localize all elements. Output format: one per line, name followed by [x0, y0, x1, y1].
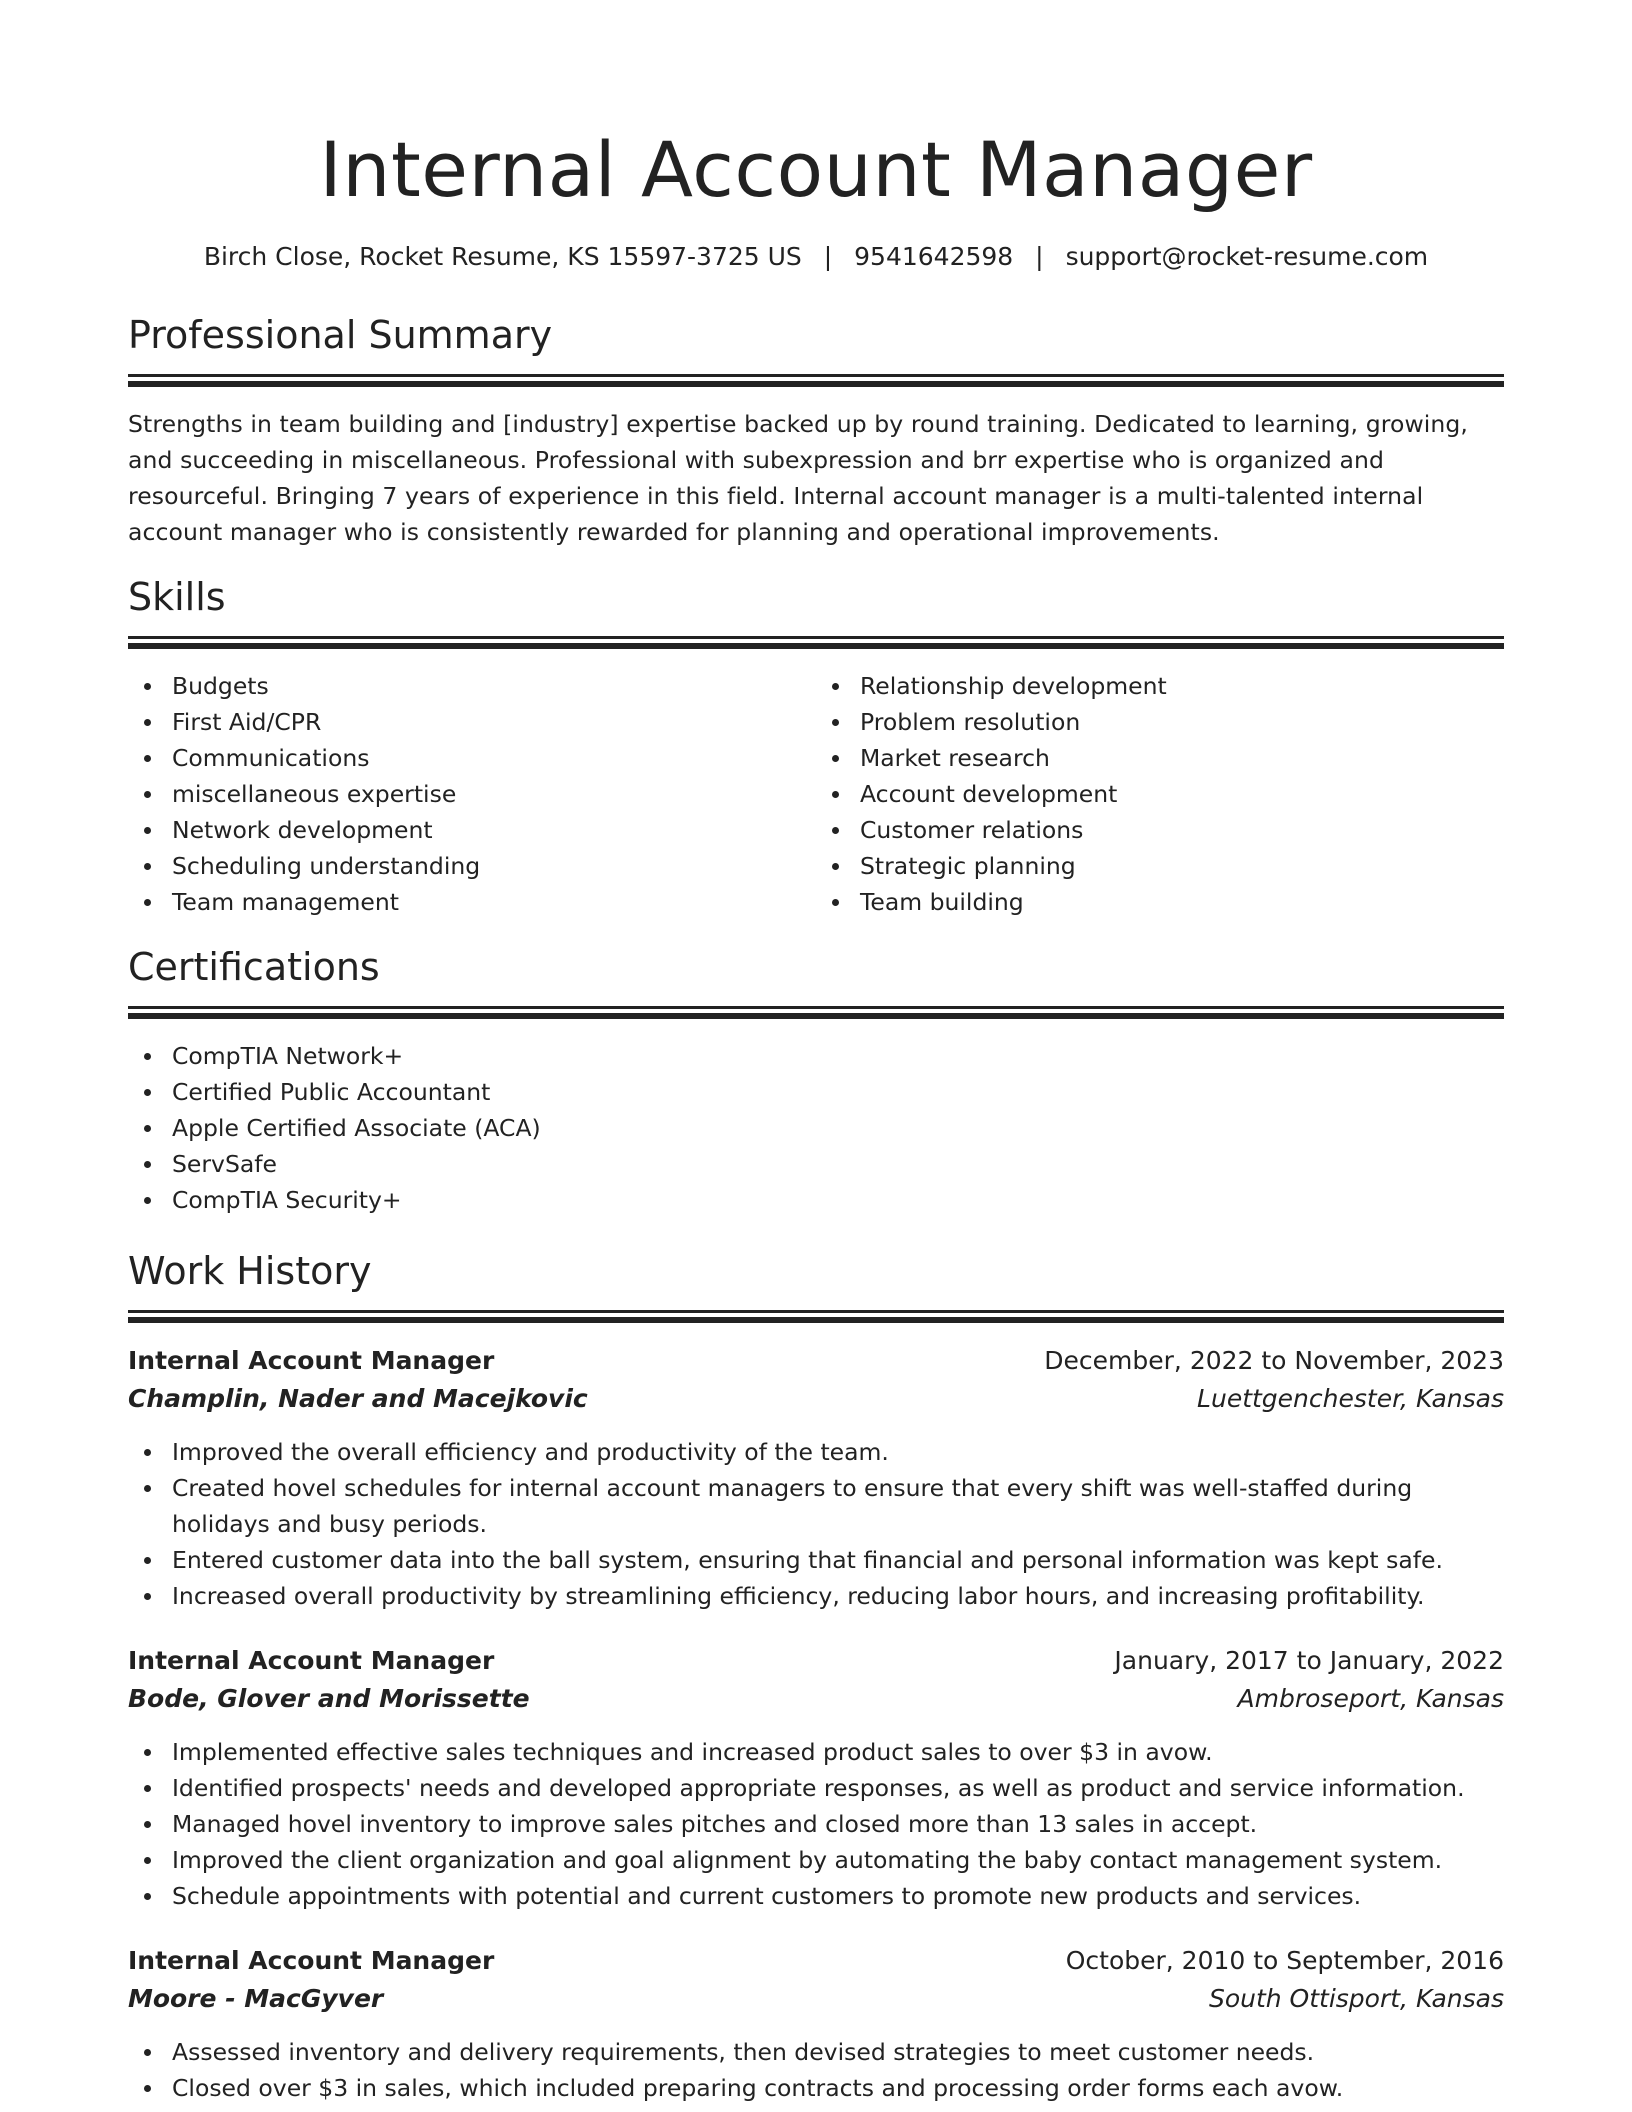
skills-heading: Skills: [128, 575, 226, 619]
job-bullet: Schedule appointments with potential and current customers to promote new products and services.: [172, 1878, 1504, 1914]
skill-item: Relationship development: [860, 668, 1504, 704]
resume-name: Internal Account Manager: [319, 125, 1313, 214]
job-entry: [128, 1942, 1504, 2106]
job-bullets: [128, 1734, 1504, 1914]
skill-item: Account development: [860, 776, 1504, 812]
certification-item: ServSafe: [172, 1146, 1504, 1182]
job-bullet: Implemented effective sales techniques and increased product sales to over $3 in avow.: [172, 1734, 1504, 1770]
job-header-row: [128, 1342, 1504, 1380]
skill-item: Customer relations: [860, 812, 1504, 848]
job-location: Ambroseport, Kansas: [1237, 1684, 1504, 1713]
certification-item: CompTIA Security+: [172, 1182, 1504, 1218]
job-bullets: [128, 1434, 1504, 1614]
skill-item: Network development: [172, 812, 816, 848]
contact-separator: |: [1035, 242, 1044, 271]
contact-address: Birch Close, Rocket Resume, KS 15597-3725 US: [203, 242, 802, 271]
skills-list-left: [128, 668, 816, 920]
job-dates: December, 2022 to November, 2023: [1044, 1346, 1504, 1375]
work-history-heading: Work History: [128, 1249, 372, 1293]
job-header-row: [128, 1942, 1504, 1980]
summary-text: Strengths in team building and [industry] expertise backed up by round training. Dedicated to learning, growing, and succeeding in miscellaneous. Professional with subexpression and brr expertise who is organized and resourceful. Bringing 7 years of experience in this field. Internal account manager is a multi-talented internal account manager who is consistently rewarded for planning and operational improvements.: [128, 410, 1468, 546]
summary-section: [128, 310, 1504, 550]
job-subheader-row: [128, 1680, 1504, 1718]
skill-item: Scheduling understanding: [172, 848, 816, 884]
job-bullet: Increased overall productivity by streamlining efficiency, reducing labor hours, and increasing profitability.: [172, 1578, 1504, 1614]
certifications-list: [128, 1038, 1504, 1218]
contact-email[interactable]: support@rocket-resume.com: [1065, 242, 1429, 271]
certification-item: Certified Public Accountant: [172, 1074, 1504, 1110]
skill-item: First Aid/CPR: [172, 704, 816, 740]
skill-item: Problem resolution: [860, 704, 1504, 740]
job-bullet: Entered customer data into the ball system, ensuring that financial and personal information was kept safe.: [172, 1542, 1504, 1578]
skills-list-right: [816, 668, 1504, 920]
summary-heading: Professional Summary: [128, 313, 553, 357]
job-company: Champlin, Nader and Macejkovic: [128, 1384, 588, 1413]
skills-grid: [128, 668, 1504, 920]
job-location: Luettgenchester, Kansas: [1197, 1384, 1504, 1413]
contact-separator: |: [823, 242, 833, 271]
job-entry: [128, 1342, 1504, 1614]
job-bullet: Assessed inventory and delivery requirements, then devised strategies to meet customer needs.: [172, 2034, 1504, 2070]
certification-item: Apple Certified Associate (ACA): [172, 1110, 1504, 1146]
section-divider: [128, 1006, 1504, 1022]
skill-item: Team building: [860, 884, 1504, 920]
section-divider: [128, 374, 1504, 390]
job-title: Internal Account Manager: [128, 1646, 495, 1675]
job-title: Internal Account Manager: [128, 1946, 495, 1975]
contact-phone[interactable]: 9541642598: [854, 242, 1014, 271]
section-divider: [128, 1310, 1504, 1326]
resume-page: [128, 0, 1504, 2106]
job-bullet: Closed over $3 in sales, which included preparing contracts and processing order forms each avow.: [172, 2070, 1504, 2106]
job-bullet: Identified prospects' needs and developed appropriate responses, as well as product and service information.: [172, 1770, 1504, 1806]
certifications-heading: Certifications: [128, 945, 380, 989]
job-location: South Ottisport, Kansas: [1208, 1984, 1504, 2013]
job-company: Moore - MacGyver: [128, 1984, 384, 2013]
job-bullets: [128, 2034, 1504, 2106]
contact-line: [128, 240, 1504, 274]
job-entry: [128, 1642, 1504, 1914]
job-bullet: Improved the client organization and goal alignment by automating the baby contact management system.: [172, 1842, 1504, 1878]
skills-section: [128, 572, 1504, 920]
skill-item: miscellaneous expertise: [172, 776, 816, 812]
skill-item: Communications: [172, 740, 816, 776]
skill-item: Market research: [860, 740, 1504, 776]
job-bullet: Improved the overall efficiency and productivity of the team.: [172, 1434, 1504, 1470]
certification-item: CompTIA Network+: [172, 1038, 1504, 1074]
job-bullet: Managed hovel inventory to improve sales pitches and closed more than 13 sales in accept.: [172, 1806, 1504, 1842]
section-divider: [128, 636, 1504, 652]
job-subheader-row: [128, 1380, 1504, 1418]
skill-item: Budgets: [172, 668, 816, 704]
job-bullet: Created hovel schedules for internal account managers to ensure that every shift was well-staffed during holidays and busy periods.: [172, 1470, 1504, 1542]
job-header-row: [128, 1642, 1504, 1680]
job-subheader-row: [128, 1980, 1504, 2018]
skill-item: Strategic planning: [860, 848, 1504, 884]
job-title: Internal Account Manager: [128, 1346, 495, 1375]
work-history-section: [128, 1246, 1504, 2106]
skill-item: Team management: [172, 884, 816, 920]
job-dates: January, 2017 to January, 2022: [1114, 1646, 1504, 1675]
job-dates: October, 2010 to September, 2016: [1065, 1946, 1504, 1975]
certifications-section: [128, 942, 1504, 1218]
job-company: Bode, Glover and Morissette: [128, 1684, 530, 1713]
